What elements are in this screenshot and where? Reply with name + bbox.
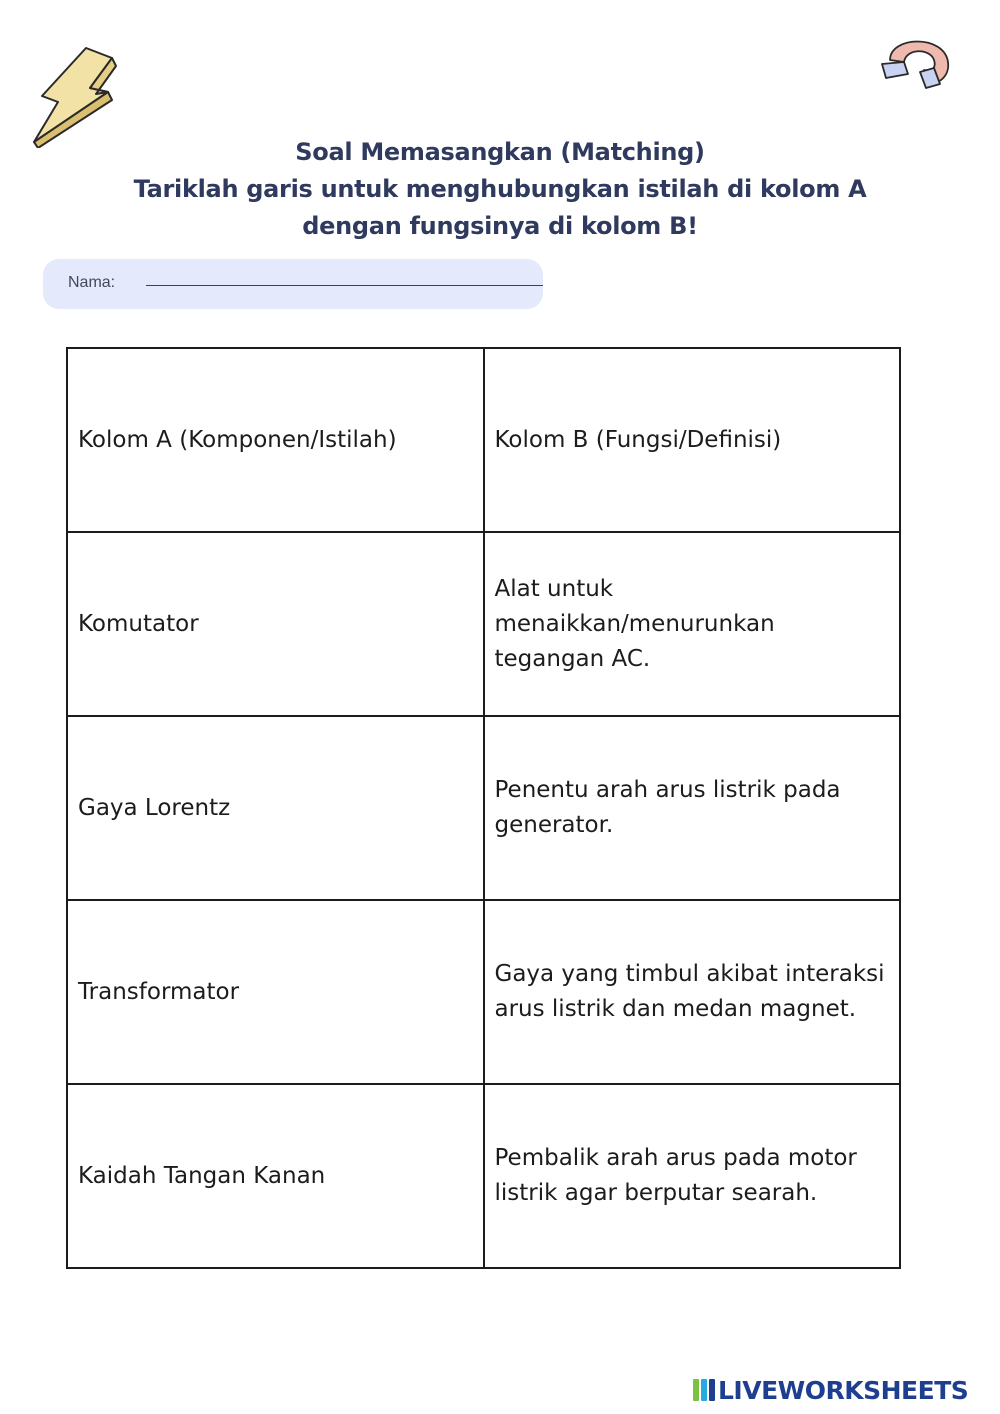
term-cell[interactable]: Gaya Lorentz — [67, 716, 484, 900]
column-a-header: Kolom A (Komponen/Istilah) — [67, 348, 484, 532]
name-underline[interactable] — [146, 285, 543, 286]
table-row — [67, 532, 900, 716]
column-b-header: Kolom B (Fungsi/Definisi) — [484, 348, 901, 532]
liveworksheets-logo — [692, 1375, 968, 1405]
term-cell[interactable]: Komutator — [67, 532, 484, 716]
table-header-row — [67, 348, 900, 532]
title-line-2: Tariklah garis untuk menghubungkan istilah di kolom A — [133, 175, 867, 203]
magnet-icon — [876, 30, 956, 94]
term-cell[interactable]: Kaidah Tangan Kanan — [67, 1084, 484, 1268]
name-label: Nama: — [68, 274, 116, 291]
table-row — [67, 716, 900, 900]
lightning-icon — [28, 44, 118, 148]
definition-cell[interactable]: Penentu arah arus listrik pada generator. — [484, 716, 901, 900]
table-row — [67, 900, 900, 1084]
definition-cell[interactable]: Pembalik arah arus pada motor listrik agar berputar searah. — [484, 1084, 901, 1268]
brand-name: LIVEWORKSHEETS — [718, 1375, 969, 1405]
definition-cell[interactable]: Alat untuk menaikkan/menurunkan tegangan AC. — [484, 532, 901, 716]
table-row — [67, 1084, 900, 1268]
page-title — [0, 134, 1000, 245]
matching-table — [66, 347, 901, 1269]
title-line-1: Soal Memasangkan (Matching) — [295, 138, 705, 166]
definition-cell[interactable]: Gaya yang timbul akibat interaksi arus listrik dan medan magnet. — [484, 900, 901, 1084]
name-field[interactable] — [43, 259, 543, 309]
title-line-3: dengan fungsinya di kolom B! — [302, 212, 698, 240]
term-cell[interactable]: Transformator — [67, 900, 484, 1084]
liveworksheets-logo-icon — [692, 1377, 716, 1403]
